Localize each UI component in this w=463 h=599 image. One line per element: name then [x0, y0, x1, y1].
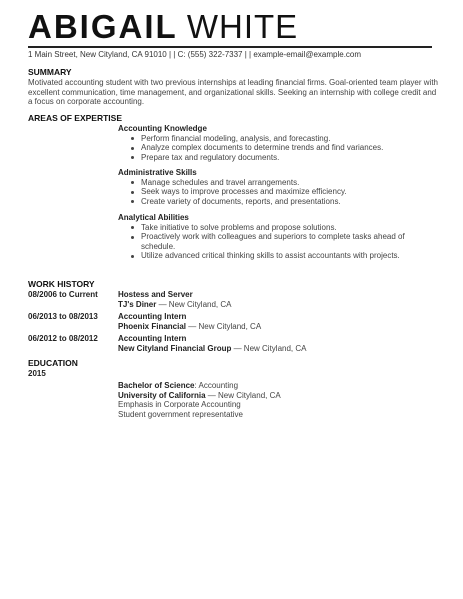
job-dates: 06/2013 to 08/2013 — [28, 312, 98, 321]
job-employer — [118, 322, 438, 332]
job-employer — [118, 300, 438, 310]
degree-field: : Accounting — [194, 381, 239, 390]
expertise-group — [118, 124, 438, 162]
job-info — [118, 334, 438, 353]
education-detail: Student government representative — [118, 409, 243, 419]
job-role: Accounting Intern — [118, 312, 187, 321]
school-name: University of California — [118, 390, 206, 400]
job-entry — [28, 312, 438, 332]
job-company: Phoenix Financial — [118, 321, 187, 331]
last-name: WHITE — [186, 8, 299, 45]
school-location: — New Cityland, CA — [205, 390, 281, 400]
job-location: — New Cityland, CA — [231, 343, 307, 353]
job-info — [118, 290, 438, 309]
education-detail: Emphasis in Corporate Accounting — [118, 400, 241, 409]
education-info — [118, 381, 438, 419]
job-entry — [28, 334, 438, 354]
job-dates: 06/2012 to 08/2012 — [28, 334, 98, 343]
job-role: Hostess and Server — [118, 290, 193, 299]
education-year: 2015 — [28, 369, 46, 378]
list-item: Perform financial modeling, analysis, and forecasting. — [118, 134, 438, 144]
expertise-group — [118, 168, 438, 206]
list-item: Prepare tax and regulatory documents. — [118, 153, 438, 163]
education-heading: EDUCATION — [28, 358, 78, 368]
expertise-list — [118, 134, 438, 163]
list-item: Analyze complex documents to determine trends and find variances. — [118, 143, 438, 153]
candidate-name — [28, 8, 298, 46]
list-item: Proactively work with colleagues and superiors to complete tasks ahead of schedule. — [118, 232, 438, 251]
job-role: Accounting Intern — [118, 334, 187, 343]
list-item: Seek ways to improve processes and maximize efficiency. — [118, 187, 438, 197]
expertise-group-heading: Administrative Skills — [118, 168, 197, 177]
job-company: TJ's Diner — [118, 299, 157, 309]
education-entry — [28, 369, 438, 419]
list-item: Manage schedules and travel arrangements. — [118, 178, 438, 188]
expertise-heading: AREAS OF EXPERTISE — [28, 113, 122, 123]
list-item: Utilize advanced critical thinking skills to assist accountants with projects. — [118, 251, 438, 261]
list-item: Take initiative to solve problems and propose solutions. — [118, 223, 438, 233]
expertise-group-heading: Accounting Knowledge — [118, 124, 207, 133]
header-divider — [28, 46, 432, 48]
summary-heading: SUMMARY — [28, 67, 72, 77]
job-location: — New Cityland, CA — [156, 299, 232, 309]
degree-line — [118, 381, 438, 391]
expertise-list — [118, 178, 438, 207]
job-info — [118, 312, 438, 331]
work-history-heading: WORK HISTORY — [28, 279, 95, 289]
school-line — [118, 391, 438, 401]
job-company: New Cityland Financial Group — [118, 343, 232, 353]
job-location: — New Cityland, CA — [186, 321, 262, 331]
expertise-group — [118, 213, 438, 261]
first-name: ABIGAIL — [28, 8, 178, 45]
summary-text: Motivated accounting student with two previous internships at leading financial firms. Goal-oriented team player with excellent communication, time management, and organizational skills. Seeking an internship with college credit and a focus on corporate accounting. — [28, 78, 438, 106]
list-item: Create variety of documents, reports, and presentations. — [118, 197, 438, 207]
expertise-group-heading: Analytical Abilities — [118, 213, 189, 222]
job-entry — [28, 290, 438, 310]
job-dates: 08/2006 to Current — [28, 290, 98, 299]
degree-label: Bachelor of Science — [118, 381, 195, 390]
expertise-list — [118, 223, 438, 261]
job-employer — [118, 344, 438, 354]
contact-line: 1 Main Street, New Cityland, CA 91010 | | C: (555) 322-7337 | | example-email@example.com — [28, 50, 362, 59]
